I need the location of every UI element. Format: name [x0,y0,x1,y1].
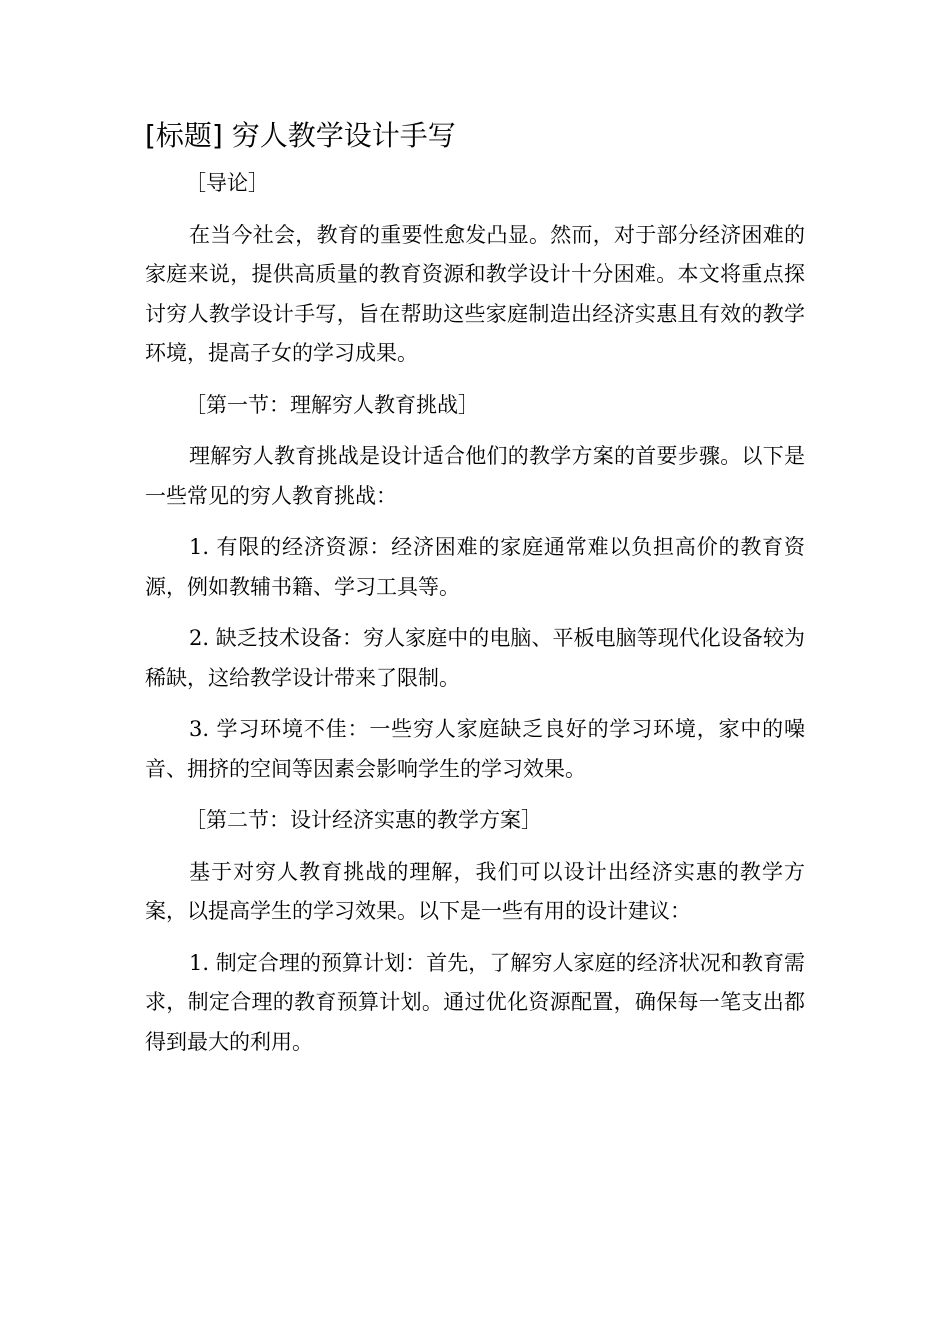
list-item-challenge-3: 3. 学习环境不佳：一些穷人家庭缺乏良好的学习环境，家中的噪音、拥挤的空间等因素会影响学生的学习效果。 [145,717,805,781]
paragraph-section-2-intro: 基于对穷人教育挑战的理解，我们可以设计出经济实惠的教学方案，以提高学生的学习效果。以下是一些有用的设计建议： [145,859,805,923]
document-title: [标题] 穷人教学设计手写 [145,119,456,152]
section-heading-introduction: ［导论］ [185,171,269,195]
section-heading-2: ［第二节：设计经济实惠的教学方案］ [185,808,542,832]
paragraph-section-1-intro: 理解穷人教育挑战是设计适合他们的教学方案的首要步骤。以下是一些常见的穷人教育挑战： [145,444,805,508]
list-item-challenge-2: 2. 缺乏技术设备：穷人家庭中的电脑、平板电脑等现代化设备较为稀缺，这给教学设计带来了限制。 [145,626,805,690]
section-heading-1: ［第一节：理解穷人教育挑战］ [185,392,479,417]
paragraph-introduction: 在当今社会，教育的重要性愈发凸显。然而，对于部分经济困难的家庭来说，提供高质量的教育资源和教学设计十分困难。本文将重点探讨穷人教学设计手写，旨在帮助这些家庭制造出经济实惠且有效的教学环境，提高子女的学习成果。 [145,222,805,365]
list-item-suggestion-1: 1. 制定合理的预算计划：首先，了解穷人家庭的经济状况和教育需求，制定合理的教育预算计划。通过优化资源配置，确保每一笔支出都得到最大的利用。 [145,950,805,1054]
document-body [145,164,805,1074]
list-item-challenge-1: 1. 有限的经济资源：经济困难的家庭通常难以负担高价的教育资源，例如教辅书籍、学习工具等。 [145,535,805,599]
